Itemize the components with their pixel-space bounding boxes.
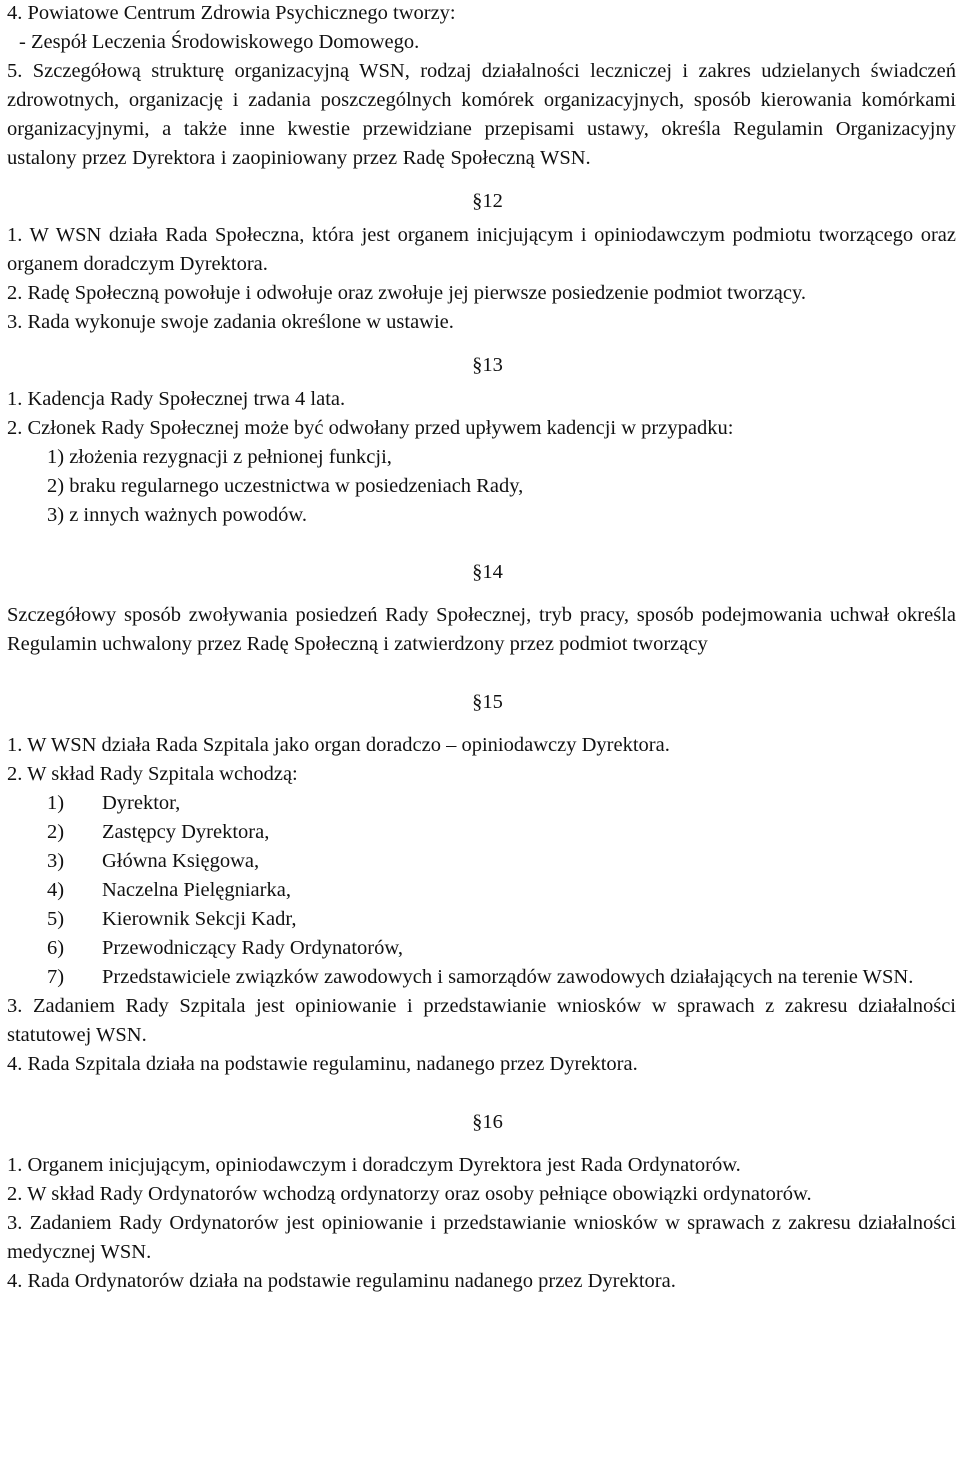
- paragraph-5: 5. Szczegółową strukturę organizacyjną WSN, rodzaj działalności leczniczej i zakres udzielanych świadczeń zdrowotnych, organizację i zadania poszczególnych komórek organizacyjnych, sposób kierowania komórkami organizacyjnymi, a także inne kwestie przewidziane przepisami ustawy, określa Regulamin Organizacyjny ustalony przez Dyrektora i zaopiniowany przez Radę Społeczną WSN.: [7, 60, 956, 169]
- section-12-paragraph-1: 1. W WSN działa Rada Społeczna, która jest organem inicjującym i opiniodawczym podmiotu tworzącego oraz organem doradczym Dyrektora.: [7, 224, 956, 275]
- section-12-paragraph-3: 3. Rada wykonuje swoje zadania określone w ustawie.: [7, 311, 454, 333]
- paragraph-4-line-2: - Zespół Leczenia Środowiskowego Domowego.: [19, 31, 420, 53]
- list-item-number: 5): [47, 908, 65, 930]
- list-item-number: 2): [47, 821, 65, 843]
- section-heading-15: [7, 688, 956, 717]
- list-item-text: Zastępcy Dyrektora,: [102, 821, 270, 843]
- section-heading-16: [7, 1108, 956, 1137]
- section-sign: §: [472, 691, 483, 713]
- list-item-text: Dyrektor,: [102, 792, 181, 814]
- section-16-paragraph-4: 4. Rada Ordynatorów działa na podstawie regulaminu nadanego przez Dyrektora.: [7, 1270, 676, 1292]
- list-item-text: Przedstawiciele związków zawodowych i samorządów zawodowych działających na terenie WSN.: [102, 966, 914, 988]
- list-item: [47, 905, 956, 934]
- section-15-list: [7, 789, 956, 992]
- section-heading-13: [7, 351, 956, 380]
- section-heading-12: [7, 187, 956, 216]
- section-heading-14: [7, 558, 956, 587]
- list-item-number: 6): [47, 937, 65, 959]
- list-item-text: Przewodniczący Rady Ordynatorów,: [102, 937, 403, 959]
- section-15-paragraph-4: 4. Rada Szpitala działa na podstawie regulaminu, nadanego przez Dyrektora.: [7, 1053, 638, 1075]
- document-page: [7, 0, 956, 1296]
- list-item-number: 7): [47, 966, 65, 988]
- list-item: 1) złożenia rezygnacji z pełnionej funkcji,: [47, 446, 392, 468]
- list-item: [47, 963, 956, 992]
- section-15-paragraph-2: 2. W skład Rady Szpitala wchodzą:: [7, 763, 298, 785]
- section-16-paragraph-2: 2. W skład Rady Ordynatorów wchodzą ordynatorzy oraz osoby pełniące obowiązki ordynatorów.: [7, 1183, 812, 1205]
- list-item: [47, 847, 956, 876]
- list-item-number: 4): [47, 879, 65, 901]
- paragraph-4-line-1: 4. Powiatowe Centrum Zdrowia Psychicznego tworzy:: [7, 2, 456, 24]
- section-number-16: 16: [482, 1111, 503, 1133]
- section-14-paragraph-1: Szczegółowy sposób zwoływania posiedzeń Rady Społecznej, tryb pracy, sposób podejmowania uchwał określa Regulamin uchwalony przez Radę Społeczną i zatwierdzony przez podmiot tworzący: [7, 604, 956, 655]
- section-13-paragraph-2: 2. Członek Rady Społecznej może być odwołany przed upływem kadencji w przypadku:: [7, 417, 734, 439]
- list-item-text: Kierownik Sekcji Kadr,: [102, 908, 297, 930]
- list-item-number: 3): [47, 850, 65, 872]
- list-item-number: 1): [47, 792, 65, 814]
- list-item-text: Naczelna Pielęgniarka,: [102, 879, 291, 901]
- section-number-13: 13: [482, 354, 503, 376]
- section-number-12: 12: [482, 190, 503, 212]
- list-item-text: Główna Księgowa,: [102, 850, 260, 872]
- list-item: [47, 789, 956, 818]
- list-item: [47, 876, 956, 905]
- section-sign: §: [472, 561, 483, 583]
- section-number-15: 15: [482, 691, 503, 713]
- section-sign: §: [472, 1111, 483, 1133]
- list-item: 2) braku regularnego uczestnictwa w posiedzeniach Rady,: [47, 475, 524, 497]
- list-item: 3) z innych ważnych powodów.: [47, 504, 307, 526]
- list-item: [47, 818, 956, 847]
- section-13-paragraph-1: 1. Kadencja Rady Społecznej trwa 4 lata.: [7, 388, 346, 410]
- section-15-paragraph-3: 3. Zadaniem Rady Szpitala jest opiniowanie i przedstawianie wniosków w sprawach z zakresu działalności statutowej WSN.: [7, 995, 956, 1046]
- section-13-list: [7, 443, 956, 530]
- section-number-14: 14: [482, 561, 503, 583]
- section-sign: §: [472, 354, 483, 376]
- section-12-paragraph-2: 2. Radę Społeczną powołuje i odwołuje oraz zwołuje jej pierwsze posiedzenie podmiot tworzący.: [7, 282, 807, 304]
- section-15-paragraph-1: 1. W WSN działa Rada Szpitala jako organ doradczo – opiniodawczy Dyrektora.: [7, 734, 670, 756]
- section-16-paragraph-3: 3. Zadaniem Rady Ordynatorów jest opiniowanie i przedstawianie wniosków w sprawach z zakresu działalności medycznej WSN.: [7, 1212, 956, 1263]
- section-16-paragraph-1: 1. Organem inicjującym, opiniodawczym i doradczym Dyrektora jest Rada Ordynatorów.: [7, 1154, 741, 1176]
- list-item: [47, 934, 956, 963]
- section-sign: §: [472, 190, 483, 212]
